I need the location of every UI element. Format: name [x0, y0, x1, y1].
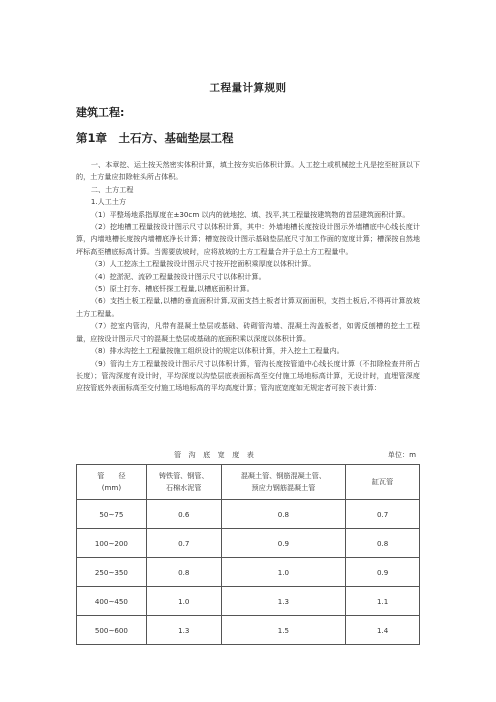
table-cell: 50~75 — [77, 500, 147, 529]
table-row — [77, 558, 420, 587]
table-cell: 100~200 — [77, 529, 147, 558]
body-text — [76, 159, 420, 395]
table-cell: 1.4 — [346, 616, 420, 645]
table-cell: 500~600 — [77, 616, 147, 645]
paragraph: （8）排水沟挖土工程量按施工组织设计的规定以体积计算，并入挖土工程量内。 — [90, 346, 344, 356]
paragraph: 一、本章挖、运土按天然密实体积计算，填土按夯实后体积计算。人工挖土或机械挖土凡是挖至桩顶以下的，土方量应扣除桩头所占体积。 — [76, 160, 420, 182]
section-heading: 建筑工程: — [76, 106, 125, 119]
table-cell: 1.3 — [221, 587, 346, 616]
table-cell: 0.8 — [346, 529, 420, 558]
table-caption: 管 沟 底 宽 度 表 — [174, 450, 257, 459]
table-cell: 1.0 — [146, 587, 221, 616]
table-cell: 400~450 — [77, 587, 147, 616]
paragraph: （1）平整场地系指厚度在±30cm 以内的就地挖、填、找平,其工程量按建筑物的首层建筑面积计算。 — [90, 209, 410, 219]
table-row — [77, 587, 420, 616]
paragraph: （9）管沟土方工程量按设计图示尺寸以体积计算，管沟长度按管道中心线长度计算（不扣除检查井所占长度）；管沟深度有设计时，平均深度以沟垫层底表面标高至交付施工场地标高计算，无设计时，直埋管深度应按管底外表面标高至交付施工场地标高的平均高度计算；管沟底宽度如无规定者可按下表计算： — [76, 358, 420, 393]
header-cell-clay: 缸瓦管 — [346, 465, 420, 500]
table-row — [77, 529, 420, 558]
table-row — [77, 616, 420, 645]
header-cell-diameter: 管 径 (mm) — [77, 465, 147, 500]
paragraph: （3）人工挖冻土工程量按设计图示尺寸按开挖面积乘厚度以体积计算。 — [90, 259, 316, 269]
table-cell: 1.5 — [221, 616, 346, 645]
table-cell: 0.7 — [346, 500, 420, 529]
table-cell: 0.9 — [346, 558, 420, 587]
table-cell: 1.3 — [146, 616, 221, 645]
table-cell: 1.0 — [221, 558, 346, 587]
table-cell: 0.6 — [146, 500, 221, 529]
table-cell: 250~350 — [77, 558, 147, 587]
header-cell-cast-iron: 铸铁管、钢管、 石棉水泥管 — [146, 465, 221, 500]
pipe-trench-width-table — [76, 464, 420, 645]
table-caption-row — [76, 450, 420, 462]
paragraph: （5）原土打夯、槽底钎探工程量,以槽底面积计算。 — [90, 284, 254, 294]
table-row — [77, 500, 420, 529]
table-cell: 0.8 — [146, 558, 221, 587]
paragraph: 1.人工土方 — [90, 197, 127, 207]
paragraph: 二、土方工程 — [90, 184, 134, 194]
chapter-heading: 第1章 土石方、基础垫层工程 — [76, 131, 234, 145]
document-title: 工程量计算规则 — [209, 82, 287, 94]
table-cell: 1.1 — [346, 587, 420, 616]
table-cell: 0.7 — [146, 529, 221, 558]
table-cell: 0.8 — [221, 500, 346, 529]
table-cell: 0.9 — [221, 529, 346, 558]
table-unit: 单位：m — [387, 450, 416, 459]
header-cell-concrete: 混凝土管、钢筋混凝土管、 预应力钢筋混凝土管 — [221, 465, 346, 500]
paragraph: （2）挖地槽工程量按设计图示尺寸以体积计算，其中：外墙地槽长度按设计图示外墙槽底中心线长度计算，内墙地槽长度按内墙槽底净长计算；槽宽按设计图示基础垫层底尺寸加工作面的宽度计算；槽深按自然地坪标高至槽底标高计算。当需要放坡时，应将放坡的土方工程量合并于总土方工程量中。 — [76, 222, 420, 256]
table-header-row — [77, 465, 420, 500]
paragraph: （4）挖淤泥、流砂工程量按设计图示尺寸以体积计算。 — [90, 271, 266, 281]
paragraph: （7）挖室内管沟，凡带有混凝土垫层或基础、砖砌管沟墙、混凝土沟盖板者，如需反刨槽的挖土工程量，应按设计图示尺寸的混凝土垫层或基础的底面积乘以深度以体积计算。 — [76, 321, 420, 343]
paragraph: （6）支挡土板工程量,以槽的垂直面积计算,双面支挡土板者计算双面面积，支挡土板后,不得再计算放坡土方工程量。 — [76, 296, 420, 318]
